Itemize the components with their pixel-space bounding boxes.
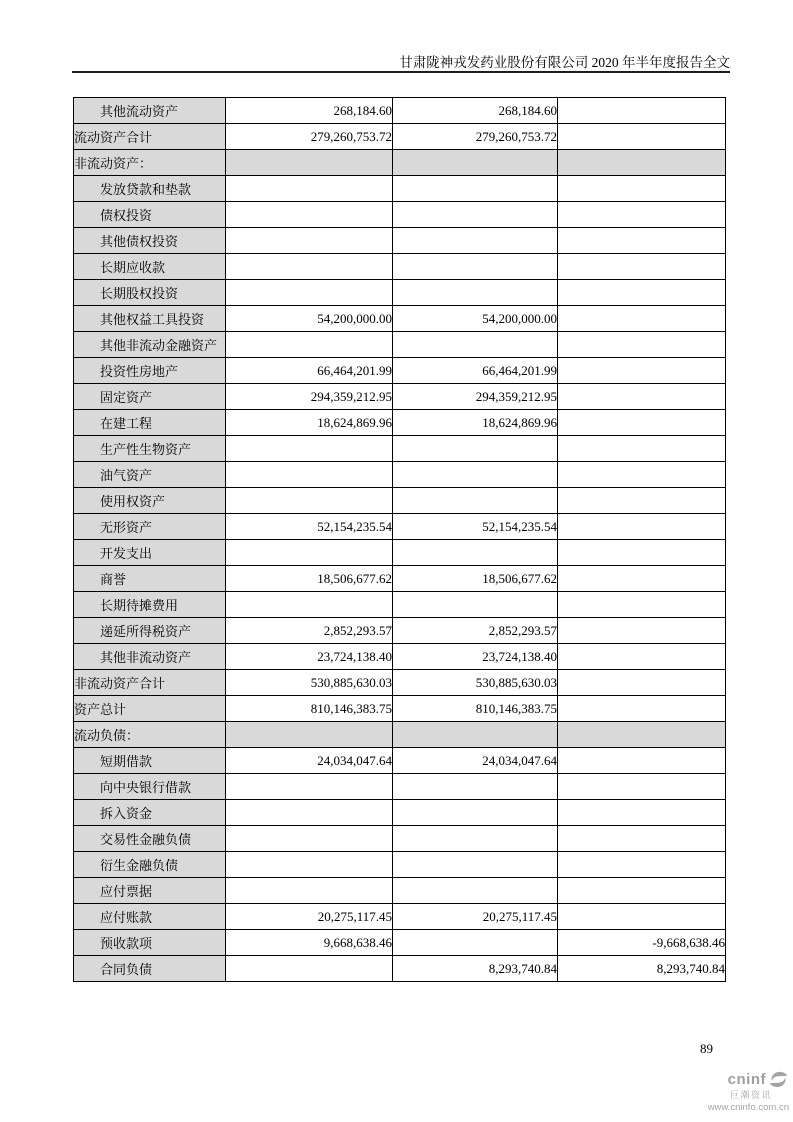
report-header-title: 甘肃陇神戎发药业股份有限公司 2020 年半年度报告全文 — [399, 55, 730, 70]
cninfo-swirl-icon — [768, 1070, 789, 1089]
amount-cell-3 — [558, 98, 726, 124]
row-label: 资产总计 — [74, 696, 226, 722]
table-row — [74, 956, 726, 982]
table-row — [74, 254, 726, 280]
row-label: 非流动资产： — [74, 150, 226, 176]
table-row — [74, 852, 726, 878]
amount-cell-3 — [558, 514, 726, 540]
amount-cell-3 — [558, 670, 726, 696]
table-row — [74, 488, 726, 514]
amount-cell-2 — [393, 852, 558, 878]
amount-cell-3 — [558, 774, 726, 800]
amount-cell-3 — [558, 618, 726, 644]
amount-cell-1 — [226, 774, 393, 800]
amount-cell-1 — [226, 878, 393, 904]
amount-cell-1: 810,146,383.75 — [226, 696, 393, 722]
row-label: 使用权资产 — [74, 488, 226, 514]
amount-cell-2: 8,293,740.84 — [393, 956, 558, 982]
amount-cell-3 — [558, 176, 726, 202]
amount-cell-2 — [393, 592, 558, 618]
amount-cell-3 — [558, 540, 726, 566]
row-label: 拆入资金 — [74, 800, 226, 826]
amount-cell-1 — [226, 228, 393, 254]
amount-cell-1: 18,506,677.62 — [226, 566, 393, 592]
table-row — [74, 358, 726, 384]
amount-cell-3: 8,293,740.84 — [558, 956, 726, 982]
table-row — [74, 748, 726, 774]
row-label: 在建工程 — [74, 410, 226, 436]
amount-cell-2 — [393, 176, 558, 202]
amount-cell-3 — [558, 488, 726, 514]
amount-cell-3: -9,668,638.46 — [558, 930, 726, 956]
amount-cell-3 — [558, 228, 726, 254]
row-label: 应付账款 — [74, 904, 226, 930]
amount-cell-2: 810,146,383.75 — [393, 696, 558, 722]
amount-cell-3 — [558, 566, 726, 592]
row-label: 流动资产合计 — [74, 124, 226, 150]
row-label: 向中央银行借款 — [74, 774, 226, 800]
amount-cell-1 — [226, 150, 393, 176]
row-label: 开发支出 — [74, 540, 226, 566]
table-row — [74, 800, 726, 826]
cninfo-logo — [701, 1070, 789, 1113]
table-row — [74, 878, 726, 904]
amount-cell-3 — [558, 826, 726, 852]
table-row — [74, 202, 726, 228]
table-row — [74, 904, 726, 930]
amount-cell-1 — [226, 956, 393, 982]
amount-cell-2 — [393, 722, 558, 748]
amount-cell-2 — [393, 488, 558, 514]
amount-cell-1 — [226, 800, 393, 826]
table-row — [74, 930, 726, 956]
row-label: 长期待摊费用 — [74, 592, 226, 618]
cninfo-url: www.cninfo.com.cn — [707, 1102, 789, 1113]
balance-sheet-table — [73, 97, 726, 982]
amount-cell-1: 66,464,201.99 — [226, 358, 393, 384]
row-label: 生产性生物资产 — [74, 436, 226, 462]
amount-cell-2 — [393, 150, 558, 176]
table-row — [74, 618, 726, 644]
amount-cell-2 — [393, 826, 558, 852]
amount-cell-1 — [226, 722, 393, 748]
amount-cell-2: 24,034,047.64 — [393, 748, 558, 774]
table-row — [74, 436, 726, 462]
table-row — [74, 696, 726, 722]
balance-sheet-container — [73, 97, 726, 982]
table-row — [74, 332, 726, 358]
row-label: 其他债权投资 — [74, 228, 226, 254]
amount-cell-2: 54,200,000.00 — [393, 306, 558, 332]
amount-cell-2: 18,624,869.96 — [393, 410, 558, 436]
amount-cell-1 — [226, 826, 393, 852]
row-label: 油气资产 — [74, 462, 226, 488]
table-row — [74, 774, 726, 800]
amount-cell-1: 23,724,138.40 — [226, 644, 393, 670]
amount-cell-2 — [393, 774, 558, 800]
row-label: 其他流动资产 — [74, 98, 226, 124]
amount-cell-2 — [393, 462, 558, 488]
table-row — [74, 306, 726, 332]
amount-cell-1: 279,260,753.72 — [226, 124, 393, 150]
amount-cell-2: 20,275,117.45 — [393, 904, 558, 930]
amount-cell-2: 279,260,753.72 — [393, 124, 558, 150]
table-row — [74, 644, 726, 670]
amount-cell-1: 54,200,000.00 — [226, 306, 393, 332]
amount-cell-2: 268,184.60 — [393, 98, 558, 124]
amount-cell-3 — [558, 358, 726, 384]
table-row — [74, 592, 726, 618]
table-row — [74, 462, 726, 488]
amount-cell-2: 2,852,293.57 — [393, 618, 558, 644]
amount-cell-1: 294,359,212.95 — [226, 384, 393, 410]
amount-cell-3 — [558, 124, 726, 150]
amount-cell-3 — [558, 852, 726, 878]
page-number: 89 — [700, 1041, 713, 1056]
row-label: 其他权益工具投资 — [74, 306, 226, 332]
table-row — [74, 514, 726, 540]
row-label: 应付票据 — [74, 878, 226, 904]
row-label: 预收款项 — [74, 930, 226, 956]
header-rule — [72, 71, 730, 73]
amount-cell-3 — [558, 722, 726, 748]
amount-cell-2: 66,464,201.99 — [393, 358, 558, 384]
amount-cell-1 — [226, 254, 393, 280]
amount-cell-1 — [226, 280, 393, 306]
amount-cell-2 — [393, 930, 558, 956]
row-label: 发放贷款和垫款 — [74, 176, 226, 202]
row-label: 固定资产 — [74, 384, 226, 410]
amount-cell-3 — [558, 904, 726, 930]
amount-cell-1: 2,852,293.57 — [226, 618, 393, 644]
amount-cell-2: 23,724,138.40 — [393, 644, 558, 670]
row-label: 无形资产 — [74, 514, 226, 540]
amount-cell-2 — [393, 540, 558, 566]
amount-cell-3 — [558, 332, 726, 358]
row-label: 合同负债 — [74, 956, 226, 982]
row-label: 长期股权投资 — [74, 280, 226, 306]
amount-cell-3 — [558, 878, 726, 904]
amount-cell-1 — [226, 540, 393, 566]
amount-cell-2 — [393, 254, 558, 280]
amount-cell-3 — [558, 592, 726, 618]
amount-cell-2 — [393, 202, 558, 228]
amount-cell-2: 18,506,677.62 — [393, 566, 558, 592]
amount-cell-3 — [558, 254, 726, 280]
amount-cell-3 — [558, 748, 726, 774]
cninfo-logo-top — [701, 1070, 789, 1089]
table-row — [74, 410, 726, 436]
row-label: 交易性金融负债 — [74, 826, 226, 852]
amount-cell-1 — [226, 488, 393, 514]
table-row — [74, 826, 726, 852]
cninfo-chinese-name: 巨潮资讯 — [729, 1090, 772, 1100]
amount-cell-3 — [558, 306, 726, 332]
row-label: 非流动资产合计 — [74, 670, 226, 696]
amount-cell-2 — [393, 436, 558, 462]
row-label: 衍生金融负债 — [74, 852, 226, 878]
amount-cell-1 — [226, 436, 393, 462]
row-label: 其他非流动资产 — [74, 644, 226, 670]
amount-cell-3 — [558, 800, 726, 826]
amount-cell-3 — [558, 436, 726, 462]
row-label: 流动负债： — [74, 722, 226, 748]
amount-cell-1: 20,275,117.45 — [226, 904, 393, 930]
table-row — [74, 566, 726, 592]
row-label: 其他非流动金融资产 — [74, 332, 226, 358]
amount-cell-1: 268,184.60 — [226, 98, 393, 124]
row-label: 债权投资 — [74, 202, 226, 228]
table-row — [74, 384, 726, 410]
amount-cell-1 — [226, 592, 393, 618]
table-row — [74, 722, 726, 748]
amount-cell-3 — [558, 696, 726, 722]
amount-cell-1: 52,154,235.54 — [226, 514, 393, 540]
table-row — [74, 228, 726, 254]
row-label: 商誉 — [74, 566, 226, 592]
amount-cell-1 — [226, 462, 393, 488]
amount-cell-3 — [558, 280, 726, 306]
amount-cell-2: 530,885,630.03 — [393, 670, 558, 696]
table-row — [74, 670, 726, 696]
amount-cell-1: 9,668,638.46 — [226, 930, 393, 956]
amount-cell-1: 530,885,630.03 — [226, 670, 393, 696]
amount-cell-2 — [393, 878, 558, 904]
amount-cell-2 — [393, 280, 558, 306]
table-row — [74, 540, 726, 566]
row-label: 递延所得税资产 — [74, 618, 226, 644]
amount-cell-1 — [226, 332, 393, 358]
amount-cell-2: 294,359,212.95 — [393, 384, 558, 410]
table-row — [74, 150, 726, 176]
row-label: 长期应收款 — [74, 254, 226, 280]
table-row — [74, 280, 726, 306]
balance-sheet-body — [74, 98, 726, 982]
amount-cell-3 — [558, 462, 726, 488]
table-row — [74, 98, 726, 124]
amount-cell-1 — [226, 202, 393, 228]
amount-cell-1 — [226, 176, 393, 202]
amount-cell-3 — [558, 384, 726, 410]
amount-cell-1: 24,034,047.64 — [226, 748, 393, 774]
amount-cell-3 — [558, 410, 726, 436]
row-label: 投资性房地产 — [74, 358, 226, 384]
amount-cell-3 — [558, 150, 726, 176]
amount-cell-2 — [393, 228, 558, 254]
table-row — [74, 176, 726, 202]
amount-cell-2: 52,154,235.54 — [393, 514, 558, 540]
amount-cell-2 — [393, 800, 558, 826]
table-row — [74, 124, 726, 150]
amount-cell-2 — [393, 332, 558, 358]
amount-cell-1 — [226, 852, 393, 878]
row-label: 短期借款 — [74, 748, 226, 774]
amount-cell-3 — [558, 644, 726, 670]
amount-cell-3 — [558, 202, 726, 228]
amount-cell-1: 18,624,869.96 — [226, 410, 393, 436]
cninfo-brand-text: cninf — [727, 1071, 766, 1088]
